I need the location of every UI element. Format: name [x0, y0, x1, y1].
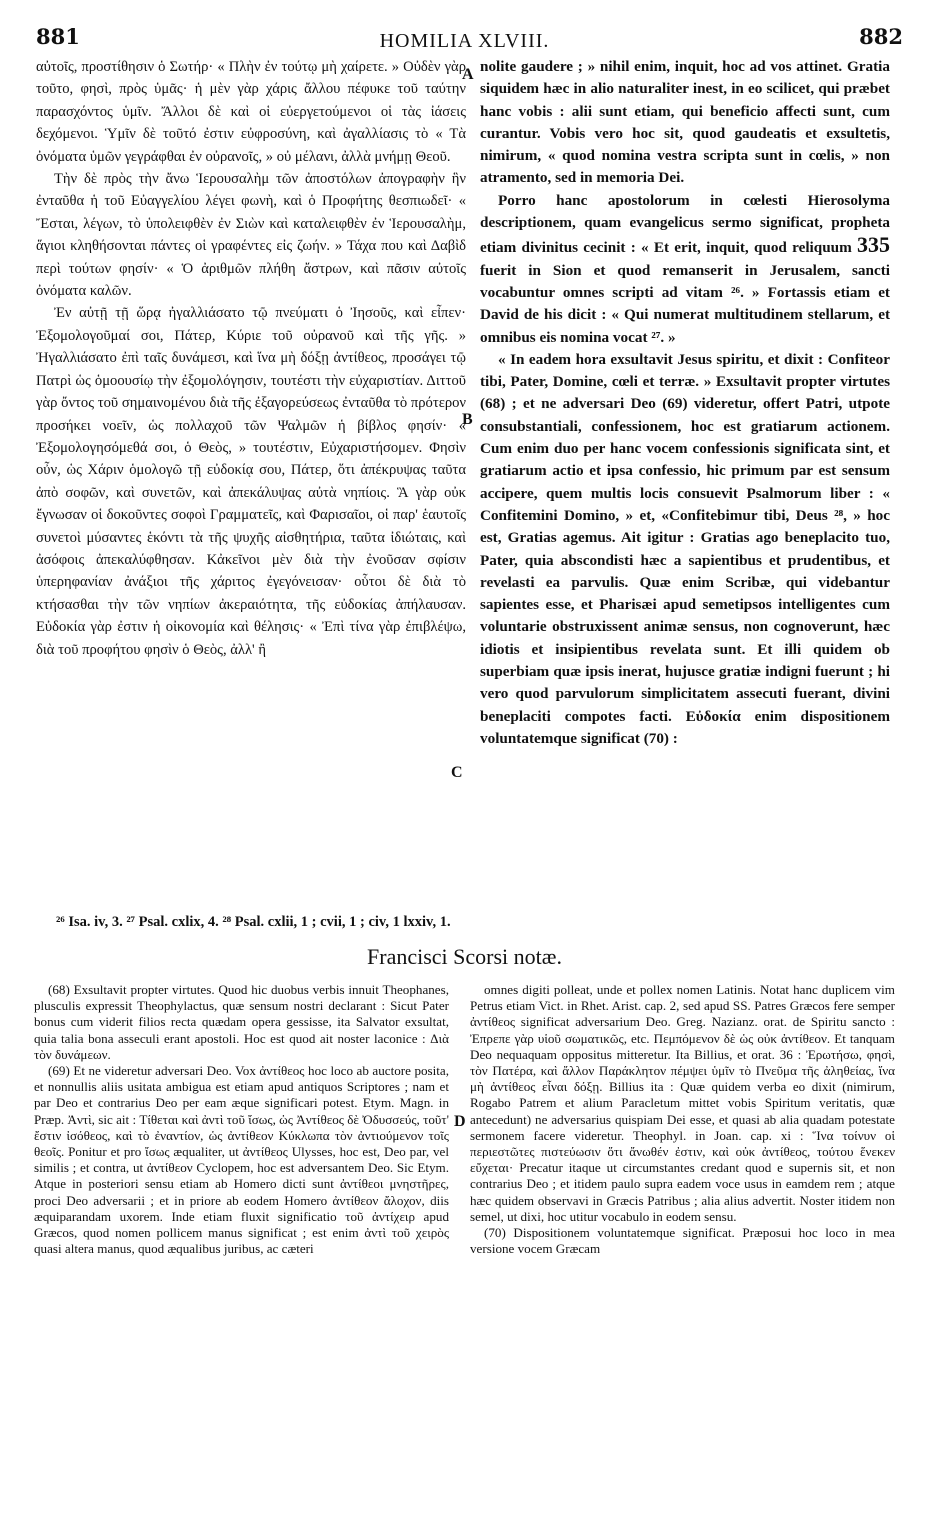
- latin-paragraph: [480, 190, 890, 349]
- latin-text-column: [480, 56, 890, 906]
- margin-letter-a: A: [462, 66, 474, 83]
- page-number-left: 881: [36, 24, 80, 49]
- notes-column-right: [470, 982, 895, 1540]
- note-paragraph: (70) Dispositionem voluntatemque significat. Præposui hoc loco in mea versione vocem Græcam: [470, 1225, 895, 1257]
- margin-letter-d: D: [454, 1113, 466, 1130]
- page-number-right: 882: [859, 24, 903, 49]
- greek-text-column: [36, 56, 466, 906]
- note-paragraph: (69) Et ne videretur adversari Deo. Vox ἀντίθεος hoc loco ab auctore posita, et nonnullis aliis usitata ambigua est etiam apud antiquos Scriptores ; nam et par Deo et contrarius Deo per eam æque significari potest. Etym. Magn. in Præp. Ἀντὶ, sic ait : Τίθεται καὶ ἀντὶ τοῦ ἴσως, ὡς Ἀντίθεος δὲ Ὀδυσσεύς, τοῦτ' ἔστιν ἰσόθεος, καὶ τὸ ἐναντίον, ὡς ἀντίθεον Κύκλωπα τὸν ἀντιούμενον τοῖς θεοῖς. Ponitur et pro ἴσως æqualiter, ut ἀντίθεος Ulysses, hoc est, Deo par, vel similis ; et contra, ut ἀντίθεον Cyclopem, hoc est adversantem Deo. Sic Etym. Atque in posteriori sensu etiam ab Homero dicti sunt ἀντίθεοι μνηστῆρες, proci Deo adversarii ; et in priore ab eodem Homero ἀντίθεον ἄλοχον, diis æquiparandam uxorem. Inde etiam fluxit significatio τοῦ ἀντίχειρ apud Græcos, quod nomen pollicem manus significat ; est enim ἀντὶ τοῦ χειρὸς quasi altera manus, quod æqualibus juribus, ac cæteri: [34, 1063, 449, 1257]
- note-paragraph: omnes digiti polleat, unde et pollex nomen Latinis. Notat hanc duplicem vim Petrus etiam Vict. in Rhet. Arist. cap. 2, sed apud SS. Patres Græcos fere semper ἀντίθεος significat adversarium Deo. Greg. Nazianz. orat. de Spiritu sancto : Ἐπρεπε γὰρ υἱοῦ σωματικῶς, etc. Πεμπόμενον δὲ ὡς οὐκ ἀντίθεον. Et tanquam Deo nequaquam oppositus mitteretur. Ita Billius, et orat. 36 : Ἐρωτήσω, φησὶ, τὸν Πατέρα, καὶ ἄλλον Παράκλητον πέμψει ὑμῖν τὸ Πνεῦμα τῆς ἀληθείας, ἵνα μὴ ἀντίθεος εἶναι δόξῃ. Billius ita : Quæ quidem verba eo dixit (nimirum, Rogabo Patrem et alium Paracletum mittet vobis Spiritum veritatis, quæ antecedunt) ne adversarius quispiam Dei esse, et quasi ab alia quadam potestate sermonem facere videretur. Theophyl. in Joan. cap. xi : Ἵνα τοίνυν οἱ περιεστῶτες πιστεύωσιν ὅτι ἄνωθέν ἐστιν, καὶ οὐκ ἀντίθεος, τούτου ἕνεκεν εὔχεται· Precatur itaque ut circumstantes credant quod e supernis sit, et non contrarius Deo ; et itidem paulo supra eadem voce usus in eamdem rem ; atque hæc quidem observavi in Græcis Patribus ; alia alius advertit. Noster itidem non semel, ut dixi, hoc utitur vocabulo in eodem sensu.: [470, 982, 895, 1224]
- greek-paragraph: Ἐν αὐτῇ τῇ ὥρᾳ ἠγαλλιάσατο τῷ πνεύματι ὁ Ἰησοῦς, καὶ εἶπεν· Ἐξομολογοῦμαί σοι, Πάτερ, Κύριε τοῦ οὐρανοῦ καὶ τῆς γῆς. » Ἠγαλλιάσατο ἐπὶ ταῖς δυνάμεσι, καὶ ἵνα μὴ δόξῃ ἀντίθεος, προσάγει τῷ Πατρὶ ὡς ὁμοουσίῳ τὴν ἐξομολόγησιν, τουτέστι τὴν εὐχαριστίαν. Διττοῦ γὰρ ὄντος τοῦ σημαινομένου διὰ τῆς ἐξαγορεύσεως ἐνταῦθα τὸ πρότερον προσήκει νοεῖν, ὡς πολλαχοῦ τῶν Ψαλμῶν ἡ βίβλος φησίν· « Ἐξομολογησόμεθά σοι, ὁ Θεὸς, » τουτέστιν, Εὐχαριστήσομεν. Φησὶν οὖν, ὡς Χάριν ὁμολογῶ τῇ εὐδοκίᾳ σου, Πάτερ, ὅτι ἀπέκρυψας ταῦτα ἀπὸ σοφῶν, καὶ συνετῶν, καὶ ἀπεκάλυψας αὐτὰ νηπίοις. Ἃ γὰρ οὐκ ἔγνωσαν οἱ δοκοῦντες σοφοὶ Γραμματεῖς, καὶ Φαρισαῖοι, οἱ παρ' ἑαυτοῖς συνετοὶ μύσαντες ἑκόντι τὰ τῆς ψυχῆς αἰσθητήρια, ταῦτα ἰδιώταις, καὶ ἀσόφοις ἀπεκαλύφθησαν. Κἀκεῖνοι μὲν διὰ τὴν ἐνοῦσαν σφίσιν ὑπερηφανίαν ἀνάξιοι τῆς χάριτος ἐγεγόνεισαν· οὗτοι δὲ διὰ τὸ κτήσασθαι τὴν τῶν νηπίων ἀκεραιότητα, τῆς εὐδοκίας ἀπήλαυσαν. Εὐδοκία γὰρ ἐστιν ἡ οἰκονομία καὶ θέλησις· « Ἐπὶ τίνα γὰρ ἐπιβλέψω, διὰ τοῦ προφήτου φησὶν ὁ Θεὸς, ἀλλ' ἢ: [36, 305, 466, 658]
- latin-paragraph: nolite gaudere ; » nihil enim, inquit, hoc ad vos attinet. Gratia siquidem hæc in alio naturaliter inest, in eo scilicet, qui præbet hanc vobis : alii sunt etiam, qui beneficio affecti sunt, cum curantur. Vobis vero hoc sit, quod gaudeatis et exsultetis, nimirum, « quod nomina vestra scripta sunt in cœlis, » non atramento, sed in memoria Dei.: [480, 58, 890, 187]
- greek-paragraph: αὐτοῖς, προστίθησιν ὁ Σωτήρ· « Πλὴν ἐν τούτῳ μὴ χαίρετε. » Οὐδὲν γὰρ τοῦτο, φησὶ, πρὸς ὑμᾶς· ἡ μὲν γὰρ χάρις ἄλλου πέφυκε τοῦ ταύτην παρασχόντος ὑμῖν. Ἄλλοι δὲ καὶ οἱ εὐεργετούμενοι οἱ τὰς ἰάσεις δεχόμενοι. Ὑμῖν δὲ τοῦτό ἐστιν εὐφροσύνη, καὶ ἀγαλλίασις τὸ « Τὰ ὀνόματα ὑμῶν γεγράφθαι ἐν οὐρανοῖς, » οὐ μέλανι, ἀλλὰ μνήμῃ Θεοῦ.: [36, 59, 466, 165]
- latin-text: fuerit in Sion et quod remanserit in Jerusalem, sancti vocabuntur omnes scripti ad vitam ²⁶. » Fortassis etiam et David de his dicit : « Qui numerat multitudinem stellarum, et omnibus eis nomina vocat ²⁷. »: [480, 261, 890, 346]
- notes-title: Francisci Scorsi notæ.: [367, 944, 562, 969]
- notes-column-left: [34, 982, 449, 1540]
- edition-page-number: 335: [857, 232, 890, 258]
- margin-letter-b: B: [462, 411, 473, 428]
- running-title: HOMILIA XLVIII.: [379, 30, 550, 52]
- footnotes: ²⁶ Isa. iv, 3. ²⁷ Psal. cxlix, 4. ²⁸ Psal. cxlii, 1 ; cvii, 1 ; civ, 1 lxxiv, 1.: [56, 914, 451, 930]
- margin-letter-c: C: [451, 764, 463, 781]
- latin-text: Porro hanc apostolorum in cœlesti Hierosolyma descriptionem, quam evangelicus sermo significat, propheta etiam divinitus cecinit : « Et erit, inquit, quod reliquum: [480, 191, 890, 257]
- greek-paragraph: Τὴν δὲ πρὸς τὴν ἄνω Ἱερουσαλὴμ τῶν ἀποστόλων ἀπογραφὴν ἣν ἐνταῦθα ἡ τοῦ Εὐαγγελίου λέγει φωνὴ, καὶ ὁ Προφήτης θεσπιωδεῖ· « Ἔσται, λέγων, τὸ ὑπολειφθὲν ἐν Σιὼν καὶ καταλειφθὲν ἐν Ἱερουσαλὴμ, ἅγιοι κληθήσονται πάντες οἱ γραφέντες εἰς ζωήν. » Τάχα που καὶ Δαβὶδ περὶ τούτων φησίν· « Ὁ ἀριθμῶν πλήθη ἄστρων, καὶ πᾶσιν αὐτοῖς ὀνόματα καλῶν.: [36, 171, 466, 300]
- note-paragraph: (68) Exsultavit propter virtutes. Quod hic duobus verbis innuit Theophanes, plusculis expressit Theophylactus, quæ sensum nostri declarant : Sicut Pater bonus cum viderit filios recta quædam opera gessisse, ita Salvator exsultat, quia talia bona asseculi erant apostoli. Hoc est quod ait noster laconice : Διὰ τὸν δυνάμεων.: [34, 982, 449, 1062]
- latin-paragraph: « In eadem hora exsultavit Jesus spiritu, et dixit : Confiteor tibi, Pater, Domine, cœli et terræ. » Exsultavit propter virtutes (68) ; et ne adversari Deo (69) videretur, offert Patri, utpote consubstantiali, confessionem, hoc est gratiarum actionem. Cum enim duo per hanc vocem confessionis significata sint, et gratiarum actio et ipsa confessio, hic primum par est sensum accipere, quem multis locis consuevit Psalmorum liber : « Confitemini Domino, » et, «Confitebimur tibi, Deus ²⁸, » hoc est, Gratias agemus. Ait igitur : Gratias ago beneplacito tuo, Pater, quia abscondisti hæc a sapientibus et prudentibus, et revelasti ea parvulis. Quæ enim Scribæ, qui videbantur sapientes esse, et Pharisæi apud semetipsos intelligentes cum voluntarie obstruxissent animæ sensus, non cognoverunt, hæc idiotis et insipientibus revelata sunt. Et illi quidem ob superbiam quæ ipsis inerat, hujusce gratiæ indigni fuerunt ; hi vero quod parvulorum simplicitatem assecuti fuerant, divini beneplaciti compotes facti. Εὐδοκία enim dispositionem voluntatemque significat (70) :: [480, 350, 890, 747]
